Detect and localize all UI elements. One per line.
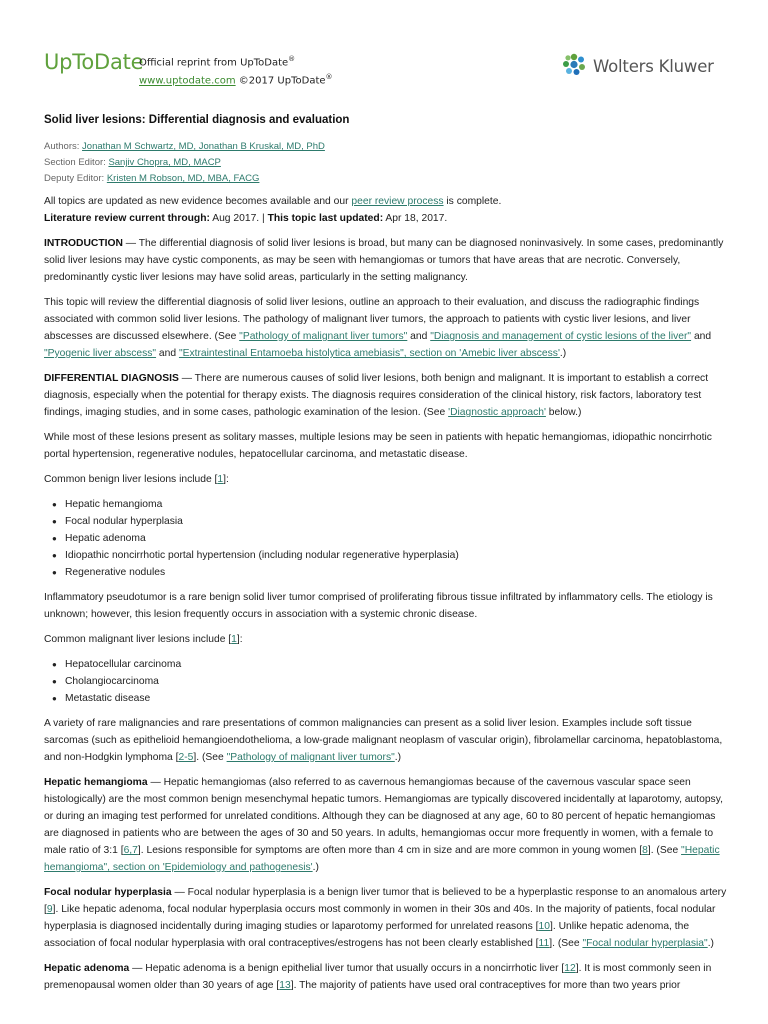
link-pathology-malignant-2[interactable]: "Pathology of malignant liver tumors" [226, 752, 395, 763]
wolters-kluwer-name: Wolters Kluwer [593, 57, 714, 76]
pseudotumor-paragraph: Inflammatory pseudotumor is a rare benign solid liver tumor comprised of proliferating fibrous tissue infiltrated by inflammatory cells. The etiology is unknown; however, this lesion frequently occurs in association with a systemic chronic disease. [44, 592, 713, 620]
website-line: www.uptodate.com ©2017 UpToDate® [139, 73, 333, 87]
review-dates: Literature review current through: Aug 2017. | This topic last updated: Apr 18, 2017. [44, 213, 448, 224]
website-link[interactable]: www.uptodate.com [139, 75, 236, 87]
ref-link[interactable]: 11 [538, 938, 550, 949]
differential-diagnosis-paragraph: DIFFERENTIAL DIAGNOSIS — There are numerous causes of solid liver lesions, both benign and malignant. It is important to establish a correct diagnosis, especially when the potential for therapy exists. The diagnosis requires consideration of the clinical history, risk factors, laboratory test findings, imaging studies, and in some cases, pathologic examination of the lesion. (See 'Diagnostic approach' below.) [44, 373, 709, 418]
authors-link[interactable]: Jonathan M Schwartz, MD, Jonathan B Kruskal, MD, PhD [82, 141, 325, 152]
malignant-list [44, 656, 728, 707]
link-amebic-abscess[interactable]: "Extraintestinal Entamoeba histolytica amebiasis", section on 'Amebic liver abscess' [178, 348, 560, 359]
list-item: ● Metastatic disease [52, 690, 728, 707]
topic-scope-paragraph: This topic will review the differential diagnosis of solid liver lesions, outline an approach to their evaluation, and discuss the radiographic findings associated with common solid liver lesions. The pathology of malignant liver tumors, the approach to patients with cystic liver lesions, and liver abscesses are discussed elsewhere. (See "Pathology of malignant liver tumors" and "Diagnosis and management of cystic lesions of the liver" and "Pyogenic liver abscess" and "Extraintestinal Entamoeba histolytica amebiasis", section on 'Amebic liver abscess'.) [44, 297, 712, 359]
hemangioma-paragraph: Hepatic hemangioma — Hepatic hemangiomas (also referred to as cavernous hemangiomas because of the cavernous vascular space seen histologically) are the most common benign mesenchymal hepatic tumors. Hemangiomas are typically discovered incidentally at laparotomy, autopsy, or during an imaging test performed for unrelated conditions. Although they can be diagnosed at any age, 60 to 80 percent of hepatic hemangiomas are diagnosed in patients who are between the ages of 30 and 50 years. In adults, hemangiomas occur more frequently in women, with a female to male ratio of 3:1 [6,7]. Lesions responsible for symptoms are often more than 4 cm in size and are more common in young women [8]. (See "Hepatic hemangioma", section on 'Epidemiology and pathogenesis'.) [44, 777, 723, 873]
list-item: ● Idiopathic noncirrhotic portal hypertension (including nodular regenerative hyperplasia) [52, 547, 728, 564]
ref-link[interactable]: 12 [564, 963, 576, 974]
list-item: ● Hepatic hemangioma [52, 496, 728, 513]
ref-link[interactable]: 8 [642, 845, 648, 856]
list-item: ● Hepatic adenoma [52, 530, 728, 547]
ref-link[interactable]: 13 [279, 980, 291, 991]
benign-intro: Common benign liver lesions include [1]: [44, 474, 229, 485]
wolters-kluwer-globe-icon [560, 50, 588, 83]
multiple-lesions-paragraph: While most of these lesions present as solitary masses, multiple lesions may be seen in patients with hepatic hemangiomas, idiopathic noncirrhotic portal hypertension, regenerative nodules, hepatocellular carcinoma, and metastatic disease. [44, 432, 712, 460]
update-notice: All topics are updated as new evidence becomes available and our peer review process is complete. [44, 196, 502, 207]
uptodate-logo[interactable]: UpToDate [44, 50, 144, 74]
link-hepatic-hemangioma[interactable]: "Hepatic hemangioma", section on 'Epidemiology and pathogenesis' [44, 845, 720, 873]
introduction-heading: INTRODUCTION [44, 238, 123, 249]
rare-malignancies-paragraph: A variety of rare malignancies and rare presentations of common malignancies can present as a solid liver lesion. Examples include soft tissue sarcomas (such as epithelioid hemangioendothelioma, a low-grade malignant neoplasm of vascular origin), fibrolamellar carcinoma, hepatoblastoma, and non-Hodgkin lymphoma [2-5]. (See "Pathology of malignant liver tumors".) [44, 718, 723, 763]
list-item: ● Regenerative nodules [52, 564, 728, 581]
adenoma-paragraph: Hepatic adenoma — Hepatic adenoma is a benign epithelial liver tumor that usually occurs in a noncirrhotic liver [12]. It is most commonly seen in premenopausal women older than 30 years of age [13]. The majority of patients have used oral contraceptives for more than two years prior [44, 963, 712, 991]
ref-link[interactable]: 1 [231, 634, 237, 645]
article-title: Solid liver lesions: Differential diagnosis and evaluation [44, 114, 350, 126]
adenoma-heading: Hepatic adenoma [44, 963, 130, 974]
link-pathology-malignant[interactable]: "Pathology of malignant liver tumors" [239, 331, 408, 342]
reprint-line: Official reprint from UpToDate® [139, 55, 296, 69]
section-editor-line: Section Editor: Sanjiv Chopra, MD, MACP [44, 157, 221, 168]
fnh-heading: Focal nodular hyperplasia [44, 887, 172, 898]
list-item: ● Cholangiocarcinoma [52, 673, 728, 690]
authors-line: Authors: Jonathan M Schwartz, MD, Jonathan B Kruskal, MD, PhD [44, 141, 325, 152]
differential-diagnosis-heading: DIFFERENTIAL DIAGNOSIS [44, 373, 179, 384]
section-editor-link[interactable]: Sanjiv Chopra, MD, MACP [108, 157, 221, 168]
ref-link[interactable]: 10 [538, 921, 550, 932]
link-diagnostic-approach[interactable]: 'Diagnostic approach' [448, 407, 546, 418]
list-item: ● Focal nodular hyperplasia [52, 513, 728, 530]
fnh-paragraph: Focal nodular hyperplasia — Focal nodular hyperplasia is a benign liver tumor that is believed to be a hyperplastic response to an anomalous artery [9]. Like hepatic adenoma, focal nodular hyperplasia occurs most commonly in women in their 30s and 40s. In the majority of patients, focal nodular hyperplasia is diagnosed incidentally during imaging studies or laparotomy performed for unrelated reasons [10]. Unlike hepatic adenoma, the association of focal nodular hyperplasia with oral contraceptives/estrogens has not been clearly established [11]. (See "Focal nodular hyperplasia".) [44, 887, 727, 949]
benign-list [44, 496, 728, 581]
introduction-paragraph: INTRODUCTION — The differential diagnosis of solid liver lesions is broad, but many can be diagnosed noninvasively. In some cases, predominantly solid liver lesions may have cystic components, as may be seen with hemangiomas or tumors that have areas that are necrotic. Conversely, predominantly cystic liver lesions may have solid areas, particularly in the setting malignancy. [44, 238, 724, 283]
wolters-kluwer-logo[interactable] [560, 50, 714, 83]
reprint-notice [139, 52, 333, 89]
ref-link[interactable]: 1 [217, 474, 224, 485]
link-focal-nodular-hyperplasia[interactable]: "Focal nodular hyperplasia" [582, 938, 708, 949]
article-body [44, 112, 728, 1002]
deputy-editor-line: Deputy Editor: Kristen M Robson, MD, MBA, FACG [44, 173, 260, 184]
ref-link[interactable]: 6,7 [123, 845, 138, 856]
link-pyogenic-abscess[interactable]: "Pyogenic liver abscess" [44, 348, 157, 359]
deputy-editor-link[interactable]: Kristen M Robson, MD, MBA, FACG [106, 173, 260, 184]
list-item: ● Hepatocellular carcinoma [52, 656, 728, 673]
peer-review-link[interactable]: peer review process [351, 196, 444, 207]
malignant-intro: Common malignant liver lesions include [1]: [44, 634, 243, 645]
ref-link[interactable]: 2-5 [178, 752, 194, 763]
ref-link[interactable]: 9 [46, 904, 53, 915]
hemangioma-heading: Hepatic hemangioma [44, 777, 148, 788]
link-cystic-lesions[interactable]: "Diagnosis and management of cystic lesions of the liver" [430, 331, 692, 342]
